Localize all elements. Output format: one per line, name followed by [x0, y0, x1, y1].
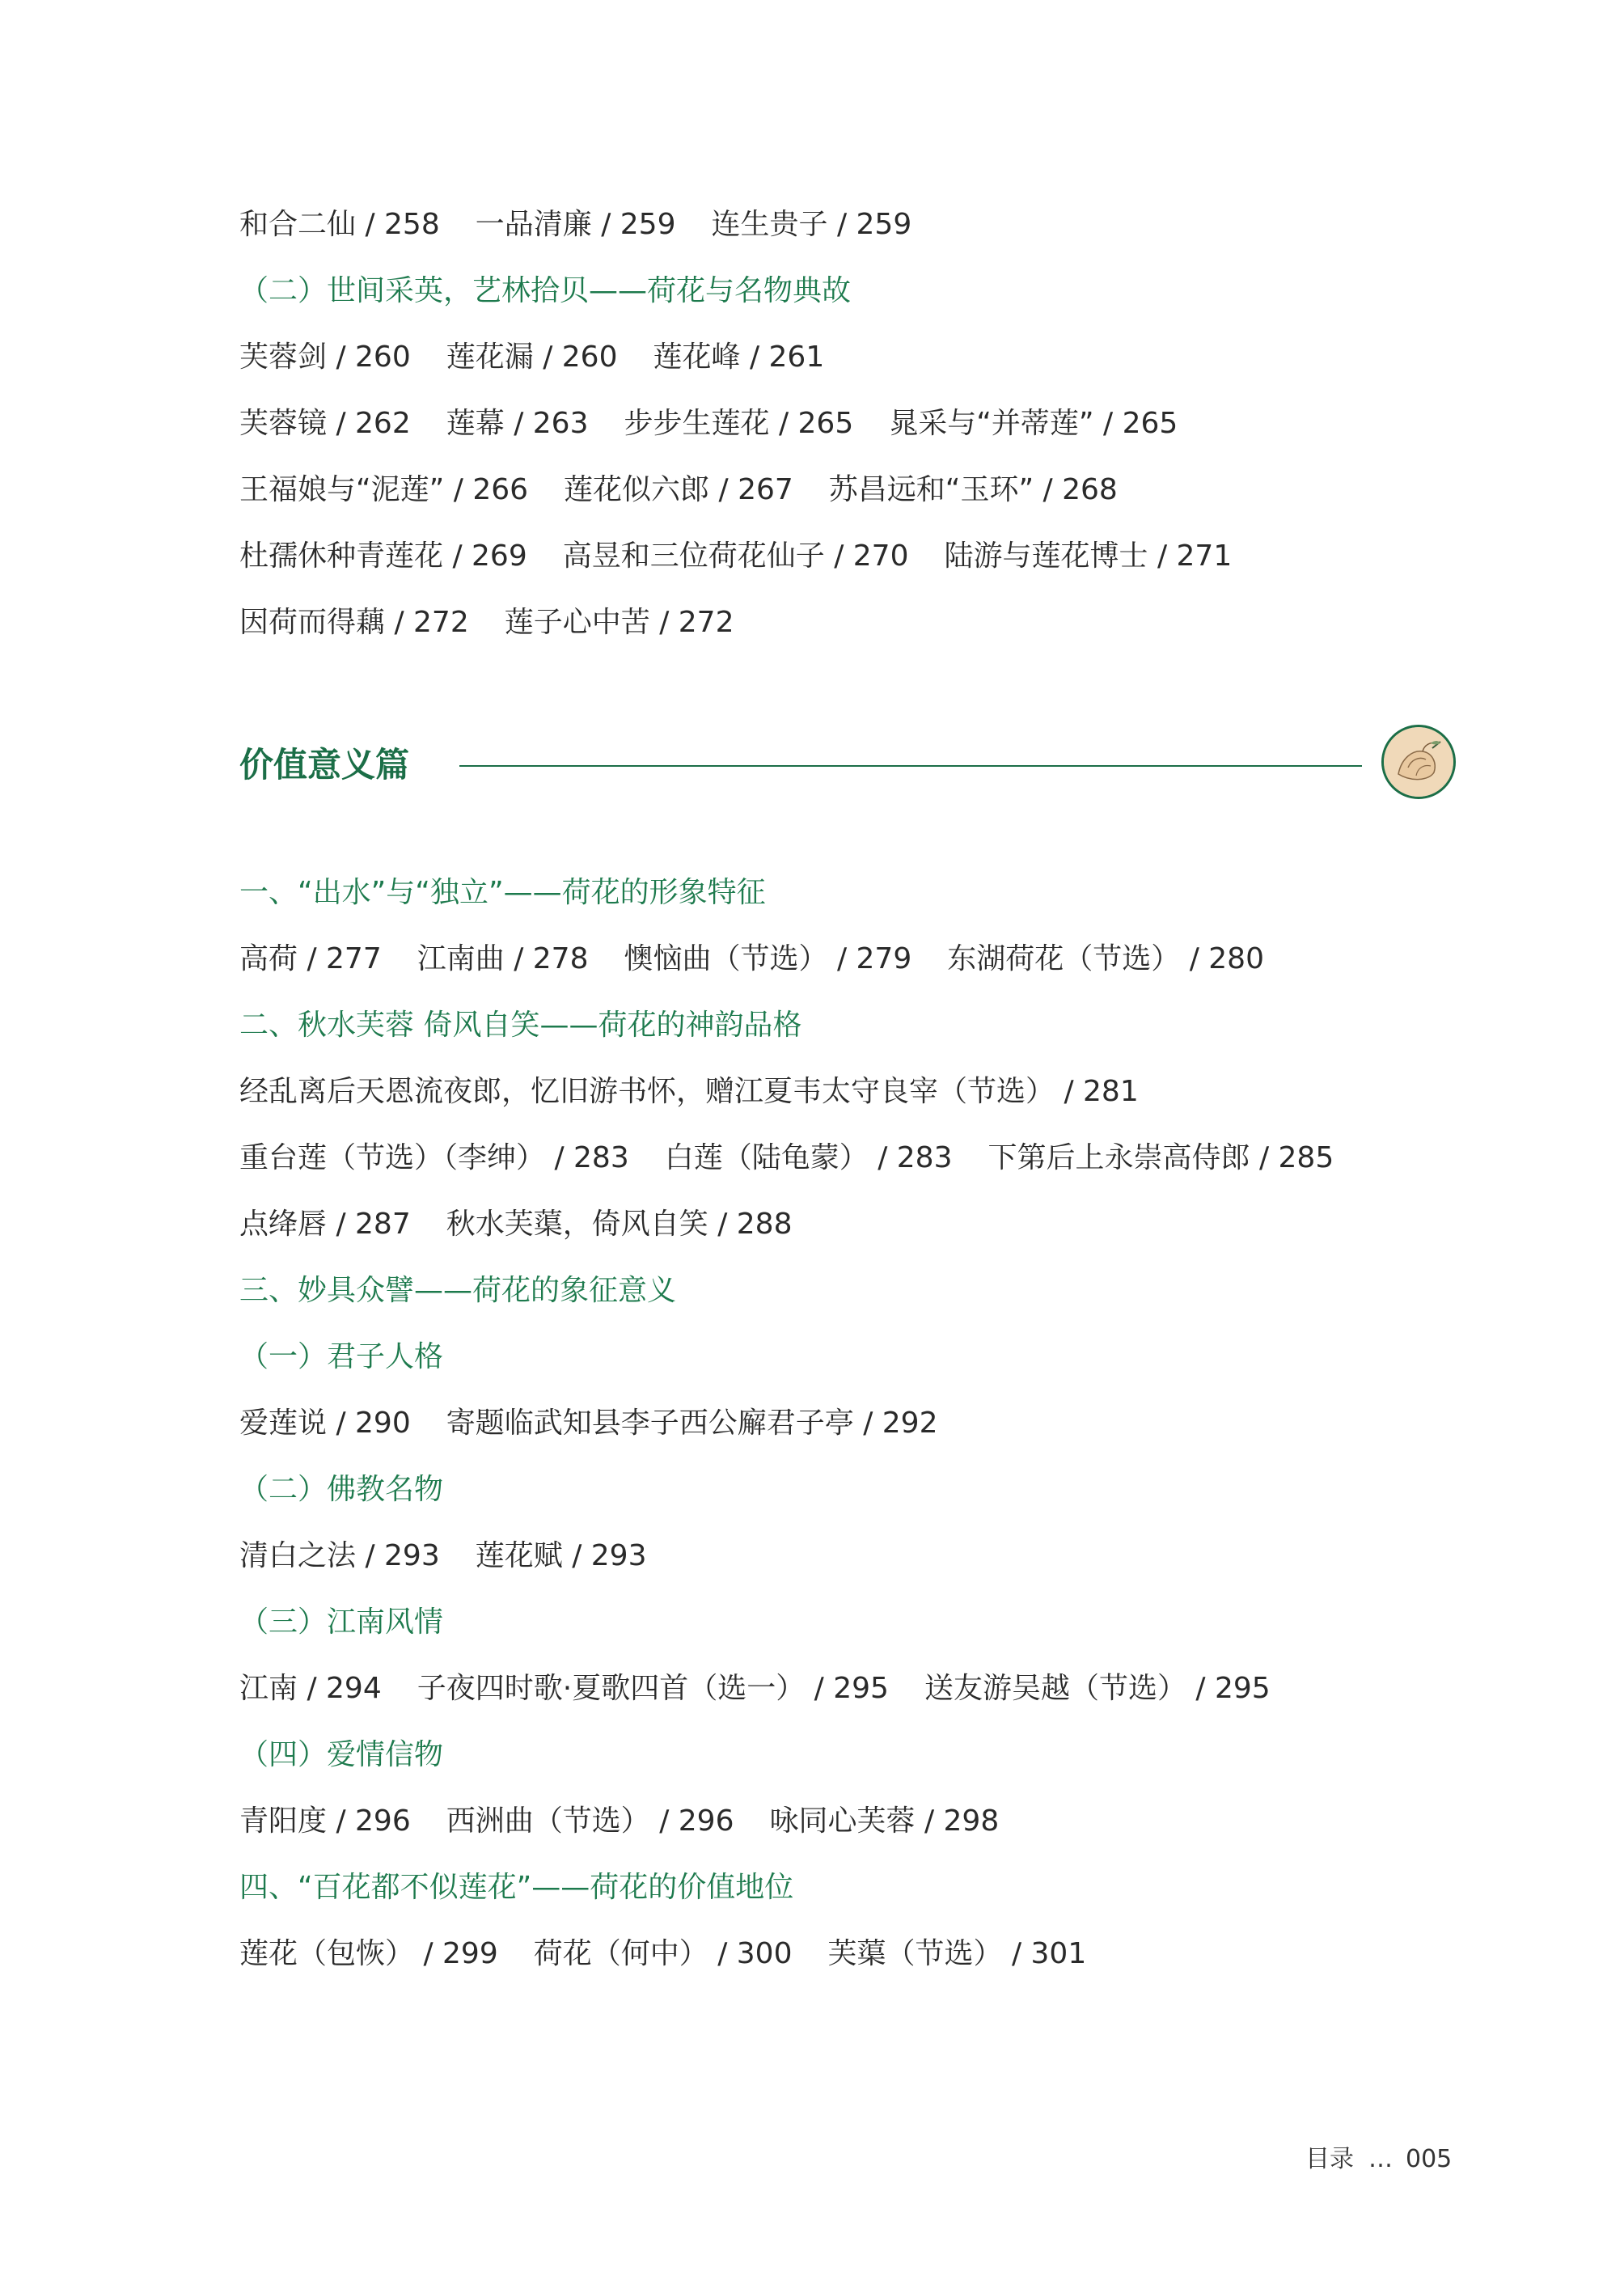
entry-title: 懊恼曲（节选）: [624, 942, 828, 975]
entry-page-number: 265: [1122, 407, 1178, 440]
entry-page-number: 293: [590, 1539, 647, 1572]
toc-heading: 三、妙具众譬——荷花的象征意义: [239, 1274, 677, 1307]
toc-entry[interactable]: [829, 473, 1118, 506]
entry-title: 莲花似六郎: [564, 473, 710, 506]
entry-separator: /: [1180, 942, 1209, 975]
toc-entry[interactable]: [889, 407, 1178, 440]
toc-entry[interactable]: [534, 1937, 793, 1970]
page-number: 005: [1406, 2145, 1453, 2173]
entry-page-number: 281: [1083, 1075, 1139, 1108]
toc-entry[interactable]: [417, 942, 589, 975]
toc-entry[interactable]: [239, 407, 411, 440]
toc-entry-row: [239, 472, 1118, 508]
toc-entry[interactable]: [476, 1539, 647, 1572]
entry-page-number: 272: [678, 606, 734, 639]
entry-page-number: 280: [1208, 942, 1264, 975]
toc-entry[interactable]: [417, 1672, 889, 1705]
toc-entry[interactable]: [239, 1407, 411, 1440]
entry-page-number: 296: [355, 1804, 411, 1838]
toc-entry[interactable]: [239, 1539, 440, 1572]
toc-entry[interactable]: [239, 341, 411, 374]
entry-title: 青阳度: [239, 1804, 328, 1838]
entry-separator: /: [356, 1539, 385, 1572]
entry-title: 步步生莲花: [624, 407, 770, 440]
toc-entry[interactable]: [945, 539, 1233, 573]
entry-separator: /: [915, 1804, 944, 1838]
entry-separator: /: [327, 1804, 356, 1838]
toc-entry-row: [239, 207, 911, 243]
toc-entry[interactable]: [947, 942, 1264, 975]
toc-entry-row: [239, 605, 734, 641]
entry-title: 清白之法: [239, 1539, 357, 1572]
entry-page-number: 263: [532, 407, 589, 440]
entry-separator: /: [298, 1672, 327, 1705]
entry-separator: /: [827, 208, 856, 241]
entry-title: 和合二仙: [239, 208, 357, 241]
entry-page-number: 260: [561, 341, 618, 374]
toc-entry[interactable]: [239, 208, 440, 241]
entry-title: 芙蓉剑: [239, 341, 328, 374]
entry-page-number: 259: [620, 208, 676, 241]
toc-entry[interactable]: [239, 1804, 411, 1838]
entry-separator: /: [414, 1937, 443, 1970]
entry-page-number: 298: [943, 1804, 1000, 1838]
toc-entry[interactable]: [828, 1937, 1087, 1970]
entry-separator: /: [327, 1407, 356, 1440]
entry-page-number: 283: [573, 1141, 629, 1174]
entry-title: 送友游吴越（节选）: [924, 1672, 1186, 1705]
entry-title: 莲幕: [446, 407, 505, 440]
entry-title: 寄题临武知县李子西公廨君子亭: [446, 1407, 854, 1440]
toc-entry[interactable]: [988, 1141, 1334, 1174]
lotus-illustration-icon: [1381, 725, 1456, 799]
toc-heading: （二）世间采英，艺林拾贝——荷花与名物典故: [239, 274, 852, 307]
entry-page-number: 300: [736, 1937, 793, 1970]
entry-title: 因荷而得藕: [239, 606, 386, 639]
entry-separator: /: [868, 1141, 897, 1174]
entry-page-number: 290: [355, 1407, 411, 1440]
entry-page-number: 271: [1176, 539, 1233, 573]
entry-title: 点绛唇: [239, 1208, 328, 1241]
entry-page-number: 293: [384, 1539, 440, 1572]
entry-separator: /: [1093, 407, 1123, 440]
toc-heading: （二）佛教名物: [239, 1473, 444, 1506]
toc-entry-row: [239, 1538, 647, 1574]
toc-entry[interactable]: [239, 473, 528, 506]
entry-separator: /: [298, 942, 327, 975]
toc-entry[interactable]: [239, 1075, 1139, 1108]
entry-title: 高昱和三位荷花仙子: [562, 539, 825, 573]
entry-separator: /: [591, 208, 620, 241]
entry-separator: /: [443, 539, 472, 573]
entry-title: 秋水芙蕖，倚风自笑: [446, 1208, 708, 1241]
entry-page-number: 278: [532, 942, 589, 975]
toc-entry-row: [239, 539, 1232, 574]
toc-entry[interactable]: [770, 1804, 1000, 1838]
entry-separator: /: [327, 341, 356, 374]
entry-page-number: 272: [413, 606, 469, 639]
toc-heading: （四）爱情信物: [239, 1738, 444, 1771]
entry-title: 杜孺休种青莲花: [239, 539, 444, 573]
entry-title: 下第后上永崇高侍郎: [988, 1141, 1250, 1174]
toc-entry-row: [239, 340, 824, 375]
entry-separator: /: [1250, 1141, 1279, 1174]
toc-heading: （一）君子人格: [239, 1340, 444, 1373]
toc-entry[interactable]: [239, 539, 527, 573]
entry-title: 晁采与“并蒂莲”: [889, 407, 1094, 440]
toc-entry[interactable]: [239, 1672, 382, 1705]
entry-separator: /: [562, 1539, 591, 1572]
entry-separator: /: [1034, 473, 1063, 506]
toc-entry[interactable]: [446, 1804, 734, 1838]
entry-title: 一品清廉: [475, 208, 592, 241]
entry-separator: /: [824, 539, 853, 573]
toc-entry-row: [239, 941, 1264, 977]
entry-title: 莲花赋: [475, 1539, 563, 1572]
section-divider: [459, 765, 1362, 767]
entry-title: 爱莲说: [239, 1407, 328, 1440]
entry-separator: /: [385, 606, 414, 639]
toc-entry-row: [239, 1936, 1086, 1972]
toc-entry[interactable]: [505, 606, 734, 639]
entry-title: 陆游与莲花博士: [944, 539, 1148, 573]
entry-title: 经乱离后天恩流夜郎，忆旧游书怀，赠江夏韦太守良宰（节选）: [239, 1075, 1055, 1108]
entry-separator: /: [327, 1208, 356, 1241]
entry-page-number: 299: [442, 1937, 498, 1970]
toc-entry[interactable]: [239, 1208, 411, 1241]
entry-separator: /: [504, 942, 533, 975]
entry-title: 苏昌远和“玉环”: [828, 473, 1034, 506]
toc-entry[interactable]: [712, 208, 912, 241]
entry-page-number: 294: [326, 1672, 382, 1705]
toc-entry[interactable]: [653, 341, 825, 374]
toc-entry-row: [239, 1207, 793, 1242]
entry-title: 荷花（何中）: [533, 1937, 708, 1970]
entry-page-number: 268: [1062, 473, 1118, 506]
entry-title: 高荷: [239, 942, 298, 975]
entry-separator: /: [769, 407, 798, 440]
entry-title: 江南: [239, 1672, 298, 1705]
toc-heading: 四、“百花都不似莲花”——荷花的价值地位: [239, 1871, 794, 1904]
entry-title: 白莲（陆龟蒙）: [664, 1141, 869, 1174]
toc-entry-row: [239, 1074, 1139, 1110]
entry-page-number: 301: [1030, 1937, 1087, 1970]
entry-title: 莲花漏: [446, 341, 534, 374]
entry-title: 东湖荷花（节选）: [947, 942, 1181, 975]
toc-entry[interactable]: [624, 942, 912, 975]
entry-page-number: 258: [384, 208, 440, 241]
toc-heading: 一、“出水”与“独立”——荷花的形象特征: [239, 876, 766, 909]
entry-separator: /: [853, 1407, 882, 1440]
entry-page-number: 266: [472, 473, 529, 506]
entry-page-number: 292: [882, 1407, 938, 1440]
toc-entry-row: [239, 406, 1178, 442]
toc-entry-row: [239, 1406, 938, 1441]
entry-page-number: 265: [797, 407, 854, 440]
page-footer: [1305, 2145, 1452, 2174]
toc-entry[interactable]: [476, 208, 676, 241]
entry-title: 子夜四时歌·夏歌四首（选一）: [417, 1672, 806, 1705]
entry-page-number: 260: [355, 341, 411, 374]
entry-separator: /: [740, 341, 769, 374]
entry-separator: /: [327, 407, 356, 440]
entry-separator: /: [356, 208, 385, 241]
toc-entry[interactable]: [446, 1208, 793, 1241]
entry-separator: /: [649, 606, 679, 639]
entry-separator: /: [533, 341, 562, 374]
entry-separator: /: [709, 473, 738, 506]
entry-title: 莲子心中苦: [504, 606, 650, 639]
entry-page-number: 296: [678, 1804, 734, 1838]
entry-page-number: 259: [856, 208, 912, 241]
toc-entry-row: [239, 1140, 1334, 1176]
toc-entry[interactable]: [446, 1407, 938, 1440]
entry-page-number: 279: [856, 942, 912, 975]
toc-heading: 二、秋水芙蓉 倚风自笑——荷花的神韵品格: [239, 1009, 802, 1042]
section-title: 价值意义篇: [239, 745, 410, 785]
footer-label: 目录: [1305, 2145, 1354, 2173]
toc-entry[interactable]: [624, 407, 854, 440]
toc-entry[interactable]: [564, 473, 793, 506]
entry-page-number: 288: [736, 1208, 793, 1241]
toc-entry[interactable]: [239, 1141, 629, 1174]
entry-separator: /: [504, 407, 533, 440]
entry-title: 莲花峰: [653, 341, 741, 374]
entry-separator: /: [708, 1208, 737, 1241]
toc-entry[interactable]: [239, 606, 469, 639]
entry-page-number: 295: [1214, 1672, 1271, 1705]
toc-entry[interactable]: [446, 341, 618, 374]
entry-page-number: 283: [896, 1141, 953, 1174]
entry-page-number: 285: [1278, 1141, 1334, 1174]
entry-separator: /: [545, 1141, 574, 1174]
entry-title: 咏同心芙蓉: [769, 1804, 916, 1838]
footer-dots: …: [1368, 2145, 1394, 2173]
entry-separator: /: [1055, 1075, 1084, 1108]
entry-separator: /: [805, 1672, 834, 1705]
toc-entry[interactable]: [239, 1937, 498, 1970]
entry-title: 重台莲（节选）（李绅）: [239, 1141, 546, 1174]
entry-separator: /: [708, 1937, 737, 1970]
entry-title: 连生贵子: [711, 208, 828, 241]
entry-page-number: 295: [833, 1672, 889, 1705]
entry-page-number: 267: [738, 473, 793, 506]
toc-entry[interactable]: [665, 1141, 953, 1174]
entry-page-number: 269: [472, 539, 527, 573]
entry-title: 莲花（包恢）: [239, 1937, 415, 1970]
entry-separator: /: [1148, 539, 1177, 573]
toc-entry[interactable]: [924, 1672, 1271, 1705]
toc-heading: （三）江南风情: [239, 1606, 444, 1639]
entry-separator: /: [649, 1804, 679, 1838]
entry-separator: /: [1186, 1672, 1215, 1705]
toc-entry[interactable]: [239, 942, 382, 975]
entry-separator: /: [1002, 1937, 1031, 1970]
entry-page-number: 277: [326, 942, 382, 975]
toc-entry[interactable]: [563, 539, 909, 573]
entry-title: 江南曲: [417, 942, 505, 975]
entry-title: 芙蕖（节选）: [827, 1937, 1003, 1970]
entry-title: 西洲曲（节选）: [446, 1804, 650, 1838]
toc-entry-row: [239, 1804, 999, 1839]
toc-entry[interactable]: [446, 407, 589, 440]
entry-title: 王福娘与“泥莲”: [239, 473, 445, 506]
toc-entry-row: [239, 1671, 1271, 1707]
entry-page-number: 287: [355, 1208, 411, 1241]
entry-separator: /: [827, 942, 856, 975]
entry-page-number: 262: [355, 407, 411, 440]
entry-separator: /: [444, 473, 473, 506]
entry-title: 芙蓉镜: [239, 407, 328, 440]
entry-page-number: 261: [768, 341, 825, 374]
entry-page-number: 270: [852, 539, 909, 573]
